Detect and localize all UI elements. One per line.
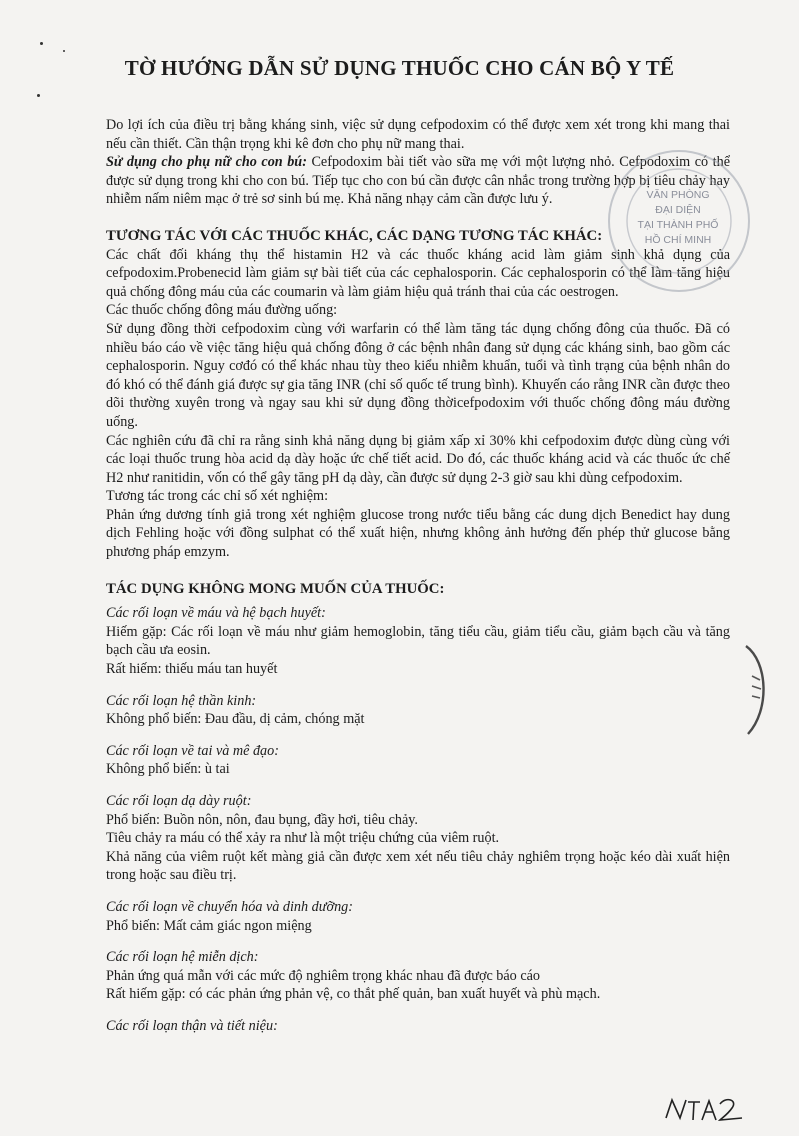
adverse-group-title: Các rối loạn về tai và mê đạo: bbox=[106, 742, 279, 759]
interactions-paragraph-5: Tương tác trong các chỉ số xét nghiệm: bbox=[106, 488, 329, 505]
adverse-group bbox=[106, 742, 730, 779]
adverse-line: Phổ biến: Mất cảm giác ngon miệng bbox=[106, 917, 312, 934]
adverse-line: Tiêu chảy ra máu có thể xảy ra như là một triệu chứng của viêm ruột. bbox=[106, 830, 500, 847]
adverse-group-title: Các rối loạn hệ miễn dịch: bbox=[106, 949, 259, 966]
partial-stamp-mark bbox=[742, 640, 772, 740]
adverse-line: Khả năng của viêm ruột kết màng giả cần được xem xét nếu tiêu chảy nghiêm trọng hoặc kéo dài xuất hiện trong hoặc sau điều trị. bbox=[106, 848, 730, 884]
adverse-line: Phản ứng quá mẫn với các mức độ nghiêm trọng khác nhau đã được báo cáo bbox=[106, 967, 541, 984]
handwritten-initials bbox=[660, 1092, 750, 1126]
interactions-paragraph-6: Phản ứng dương tính giả trong xét nghiệm glucose trong nước tiểu bằng các dung dịch Benedict hay dung dịch Fehling hoặc với đồng sulphat có thể xuất hiện, nhưng không ảnh hưởng đến phép thử glucose bằng phương pháp emzym. bbox=[106, 506, 730, 561]
adverse-line: Hiếm gặp: Các rối loạn về máu như giảm hemoglobin, tăng tiểu cầu, giảm tiểu cầu, giảm bạch cầu và tăng bạch cầu ưa eosin. bbox=[106, 623, 730, 659]
adverse-group-title: Các rối loạn thận và tiết niệu: bbox=[106, 1017, 278, 1034]
adverse-group-title: Các rối loạn hệ thần kinh: bbox=[106, 692, 257, 709]
interactions-heading: TƯƠNG TÁC VỚI CÁC THUỐC KHÁC, CÁC DẠNG TƯƠNG TÁC KHÁC: bbox=[106, 227, 603, 244]
stamp-text bbox=[628, 188, 728, 248]
stamp-line: TẠI THÀNH PHỐ bbox=[637, 219, 719, 231]
adverse-line: Phổ biến: Buồn nôn, nôn, đau bụng, đầy hơi, tiêu chảy. bbox=[106, 811, 418, 828]
breastfeeding-text: Cefpodoxim bài tiết vào sữa mẹ với một lượng nhỏ. Cefpodoxim có thể được sử dụng trong khi cho con bú. Tiếp tục cho con bú cần được cân nhắc trong trường hợp bị tiêu chảy hay nhiễm nấm niêm mạc ở trẻ sơ sinh bú mẹ. Khả năng nhạy cảm cần được lưu ý. bbox=[106, 154, 730, 208]
adverse-line: Rất hiếm: thiếu máu tan huyết bbox=[106, 661, 278, 678]
breastfeeding-label: Sử dụng cho phụ nữ cho con bú: bbox=[106, 154, 307, 171]
interactions-paragraph-2: Các thuốc chống đông máu đường uống: bbox=[106, 302, 338, 319]
scan-speck bbox=[63, 50, 65, 52]
interactions-paragraph-3: Sử dụng đồng thời cefpodoxim cùng với warfarin có thể làm tăng tác dụng chống đông của thuốc. Đã có nhiều báo cáo về việc tăng hiệu quả chống đông ở các bệnh nhân đang sử dụng các kháng sinh, bao gồm các cephalosporin. Nguy cơđó có thể khác nhau tùy theo kiểu nhiễm khuẩn, tuổi và tình trạng của bệnh nhân do đó khó có thể đánh giá được sự gia tăng INR (chỉ số quốc tế trung bình). Khuyến cáo rằng INR cần được theo dõi thường xuyên trong và ngay sau khi sử dụng đồng thờicefpodoxim với thuốc chống đông máu đường uống. bbox=[106, 320, 730, 430]
adverse-line: Rất hiếm gặp: có các phản ứng phản vệ, co thắt phế quản, ban xuất huyết và phù mạch. bbox=[106, 986, 601, 1003]
interactions-paragraph-4: Các nghiên cứu đã chỉ ra rằng sinh khả năng dụng bị giảm xấp xỉ 30% khi cefpodoxim được dùng cùng với các loại thuốc trung hòa acid dạ dày hoặc ức chế tiết acid. Do đó, các thuốc kháng acid và các thuốc ức chế H2 như ranitidin, vốn có thể gây tăng pH dạ dày, cần được sử dụng 2-3 giờ sau khi dùng cefpodoxim. bbox=[106, 432, 730, 486]
adverse-line: Không phổ biến: ù tai bbox=[106, 761, 230, 778]
interactions-paragraph-1: Các chất đối kháng thụ thể histamin H2 và các thuốc kháng acid làm giảm sinh khả dụng của cefpodoxim.Probenecid làm giảm sự bài tiết của các cephalosporin. Các cephalosporin có thể làm tăng hiệu quả chống đông máu của các coumarin và làm giảm hiệu quả tránh thai của các oestrogen. bbox=[106, 246, 730, 300]
scan-speck bbox=[37, 94, 40, 97]
adverse-group bbox=[106, 792, 730, 885]
adverse-group bbox=[106, 948, 730, 1004]
stamp-line: ĐẠI DIỆN bbox=[655, 204, 701, 216]
pregnancy-paragraph: Do lợi ích của điều trị bằng kháng sinh, việc sử dụng cefpodoxim có thể được xem xét trong khi mang thai nếu cần thiết. Cần thận trọng khi kê đơn cho phụ nữ mang thai. bbox=[106, 117, 730, 152]
adverse-group bbox=[106, 604, 730, 678]
adverse-group-title: Các rối loạn dạ dày ruột: bbox=[106, 793, 252, 809]
scan-speck bbox=[40, 42, 43, 45]
adverse-group bbox=[106, 692, 730, 729]
stamp-line: HỒ CHÍ MINH bbox=[644, 234, 712, 246]
adverse-group bbox=[106, 1017, 730, 1036]
stamp-line: VĂN PHÒNG bbox=[646, 189, 710, 201]
adverse-line: Không phổ biến: Đau đầu, dị cảm, chóng mặt bbox=[106, 711, 365, 728]
adverse-heading: TÁC DỤNG KHÔNG MONG MUỐN CỦA THUỐC: bbox=[106, 580, 445, 597]
adverse-group-title: Các rối loạn về chuyển hóa và dinh dưỡng: bbox=[106, 898, 353, 915]
adverse-group bbox=[106, 898, 730, 935]
adverse-group-title: Các rối loạn về máu và hệ bạch huyết: bbox=[106, 605, 326, 622]
page-title: TỜ HƯỚNG DẪN SỬ DỤNG THUỐC CHO CÁN BỘ Y TẾ bbox=[124, 56, 675, 80]
